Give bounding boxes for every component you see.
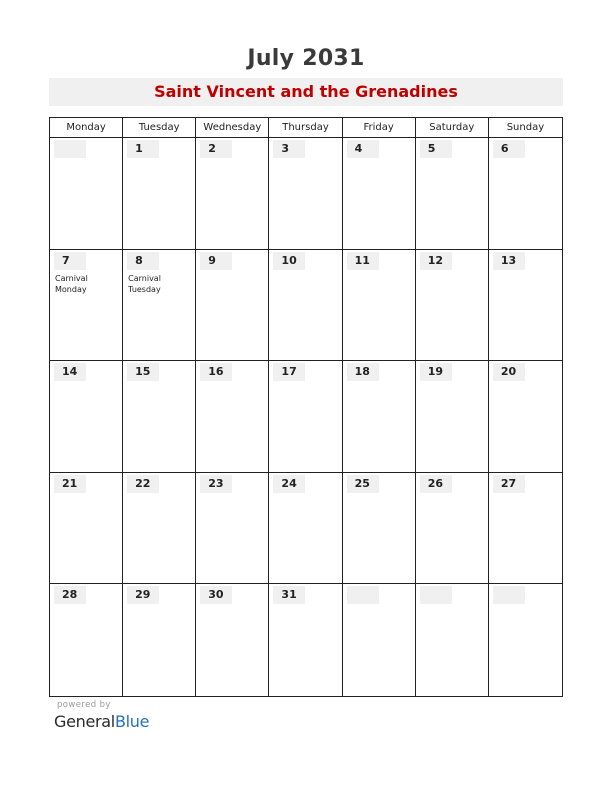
- calendar-day-cell: [50, 361, 123, 473]
- calendar-day-cell: [489, 473, 562, 585]
- holiday-label-line: Monday: [55, 284, 87, 294]
- calendar-day-cell: [416, 138, 489, 250]
- day-number-box: [347, 252, 379, 270]
- day-number: 4: [354, 142, 363, 155]
- day-number-box: [347, 140, 379, 158]
- weekday-header-wednesday: Wednesday: [196, 118, 269, 138]
- day-number-box: [54, 252, 86, 270]
- day-number-box: [127, 586, 159, 604]
- calendar-day-cell: [269, 250, 342, 362]
- day-number-box: [493, 363, 525, 381]
- day-number-box: [347, 363, 379, 381]
- day-number: 22: [135, 476, 151, 490]
- day-number: 9: [208, 253, 216, 267]
- day-number-box: [127, 252, 159, 270]
- calendar-grid: [49, 117, 563, 697]
- day-number: 17: [281, 365, 297, 379]
- calendar-day-cell: [269, 361, 342, 473]
- day-number: 30: [208, 588, 224, 602]
- calendar-day-cell: [269, 138, 342, 250]
- weekday-header-monday: Monday: [50, 118, 123, 138]
- day-number: 8: [135, 253, 143, 267]
- day-number: 31: [281, 588, 297, 602]
- day-number-box: [493, 586, 525, 604]
- day-number: 1: [135, 142, 143, 155]
- day-number: 18: [354, 365, 370, 379]
- generalblue-logo: [54, 712, 149, 731]
- calendar-day-cell: [343, 250, 416, 362]
- calendar-day-cell: [50, 584, 123, 696]
- calendar-day-cell: [489, 250, 562, 362]
- day-number: 26: [427, 476, 444, 490]
- calendar-day-cell: [269, 584, 342, 696]
- day-number: 21: [62, 476, 78, 490]
- day-number-box: [273, 363, 305, 381]
- day-number-box: [273, 475, 305, 493]
- calendar-day-cell: [196, 361, 269, 473]
- day-number: 24: [281, 476, 297, 490]
- calendar-day-cell: [196, 138, 269, 250]
- day-number: 6: [500, 142, 509, 155]
- day-number: 10: [281, 253, 297, 267]
- logo-text-general: General: [54, 712, 115, 731]
- calendar-day-cell: [123, 138, 196, 250]
- day-number: 12: [427, 253, 444, 267]
- day-number: [347, 586, 379, 604]
- holiday-label: [55, 273, 119, 295]
- day-number-box: [54, 363, 86, 381]
- calendar-day-cell: [489, 584, 562, 696]
- day-number: 20: [500, 365, 517, 379]
- day-number-box: [420, 586, 452, 604]
- calendar-day-cell: [489, 138, 562, 250]
- day-number: 11: [354, 253, 370, 267]
- calendar-day-cell: [196, 473, 269, 585]
- day-number: 2: [208, 142, 216, 155]
- day-number: 19: [427, 365, 444, 379]
- calendar-day-cell: [123, 584, 196, 696]
- day-number-box: [420, 140, 452, 158]
- weekday-header-sunday: Sunday: [489, 118, 562, 138]
- weekday-header-friday: Friday: [343, 118, 416, 138]
- day-number: [54, 140, 86, 158]
- day-number-box: [420, 363, 452, 381]
- day-number: 5: [427, 142, 436, 155]
- day-number-box: [54, 475, 86, 493]
- day-number-box: [420, 252, 452, 270]
- day-number-box: [200, 252, 232, 270]
- calendar-day-cell: [416, 361, 489, 473]
- day-number: 14: [62, 365, 78, 379]
- day-number-box: [347, 586, 379, 604]
- calendar-day-cell: [489, 361, 562, 473]
- day-number-box: [200, 363, 232, 381]
- day-number-box: [127, 475, 159, 493]
- calendar-day-cell: [50, 250, 123, 362]
- day-number: 3: [281, 142, 290, 155]
- day-number-box: [200, 586, 232, 604]
- weekday-header-saturday: Saturday: [416, 118, 489, 138]
- day-number: 27: [500, 476, 517, 490]
- day-number: [420, 586, 452, 604]
- day-number-box: [420, 475, 452, 493]
- holiday-label-line: Carnival: [128, 273, 161, 283]
- day-number: 13: [500, 253, 517, 267]
- weekday-header-thursday: Thursday: [269, 118, 342, 138]
- day-number-box: [200, 475, 232, 493]
- day-number: 16: [208, 365, 224, 379]
- day-number-box: [273, 586, 305, 604]
- day-number-box: [493, 252, 525, 270]
- day-number-box: [200, 140, 232, 158]
- day-number: 25: [354, 476, 370, 490]
- day-number: 29: [135, 588, 151, 602]
- weekday-header-tuesday: Tuesday: [123, 118, 196, 138]
- holiday-label-line: Tuesday: [128, 284, 161, 294]
- day-number-box: [127, 363, 159, 381]
- powered-by-label: powered by: [57, 700, 111, 710]
- day-number-box: [347, 475, 379, 493]
- calendar-day-cell: [416, 473, 489, 585]
- country-heading: Saint Vincent and the Grenadines: [49, 78, 563, 106]
- calendar-day-cell: [123, 250, 196, 362]
- page-title: July 2031: [247, 46, 365, 71]
- calendar-day-cell: [343, 473, 416, 585]
- day-number-box: [54, 140, 86, 158]
- day-number-box: [493, 475, 525, 493]
- day-number-box: [127, 140, 159, 158]
- day-number: [493, 586, 525, 604]
- day-number-box: [493, 140, 525, 158]
- calendar-day-cell: [50, 473, 123, 585]
- calendar-day-cell: [123, 361, 196, 473]
- calendar-day-cell: [50, 138, 123, 250]
- calendar-day-cell: [343, 584, 416, 696]
- calendar-day-cell: [343, 138, 416, 250]
- day-number-box: [273, 140, 305, 158]
- day-number-box: [54, 586, 86, 604]
- calendar-day-cell: [123, 473, 196, 585]
- holiday-label: [128, 273, 192, 295]
- calendar-day-cell: [416, 250, 489, 362]
- holiday-label-line: Carnival: [55, 273, 88, 283]
- logo-text-blue: Blue: [114, 712, 150, 731]
- calendar-day-cell: [343, 361, 416, 473]
- day-number: 7: [62, 253, 70, 267]
- day-number: 23: [208, 476, 224, 490]
- day-number-box: [273, 252, 305, 270]
- calendar-day-cell: [196, 584, 269, 696]
- calendar-day-cell: [416, 584, 489, 696]
- day-number: 15: [135, 365, 151, 379]
- calendar-day-cell: [269, 473, 342, 585]
- day-number: 28: [62, 588, 78, 602]
- calendar-day-cell: [196, 250, 269, 362]
